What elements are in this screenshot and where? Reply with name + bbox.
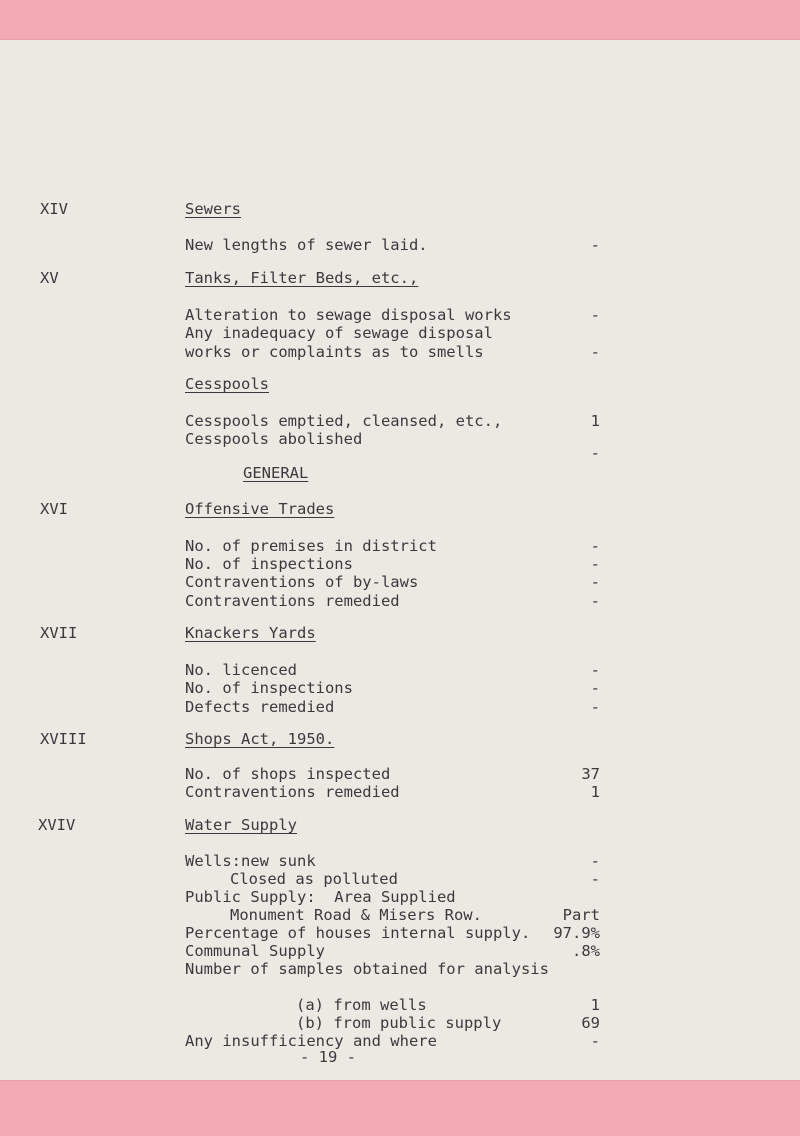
subheading: Cesspools (185, 375, 269, 393)
row-label: Wells:new sunk (185, 852, 316, 870)
row-label: New lengths of sewer laid. (185, 236, 428, 254)
row-value: - (590, 555, 600, 573)
row-label: Contraventions of by-laws (185, 573, 419, 591)
section-heading: Knackers Yards (185, 624, 316, 642)
section-heading: Offensive Trades (185, 500, 335, 518)
row-label: No. of inspections (185, 555, 353, 573)
row-label: works or complaints as to smells (185, 343, 484, 361)
row-value: - (590, 852, 600, 870)
row-label: Closed as polluted (230, 870, 398, 888)
section-number: XVIV (38, 816, 76, 834)
section-number: XIV (40, 200, 68, 218)
section-number: XVI (40, 500, 68, 518)
section-heading: Shops Act, 1950. (185, 730, 335, 748)
row-value: - (590, 444, 600, 462)
row-label: Any inadequacy of sewage disposal (185, 324, 493, 342)
section-number: XVIII (40, 730, 87, 748)
row-value: - (590, 870, 600, 888)
section-number: XVII (40, 624, 78, 642)
row-value: .8% (572, 942, 600, 960)
row-label: Percentage of houses internal supply. (185, 924, 531, 942)
row-label: Communal Supply (185, 942, 325, 960)
row-value: - (590, 306, 600, 324)
row-label: Defects remedied (185, 698, 335, 716)
row-label: Cesspools abolished (185, 430, 363, 448)
row-label: Alteration to sewage disposal works (185, 306, 512, 324)
row-label: No. licenced (185, 661, 297, 679)
row-value: - (590, 679, 600, 697)
row-value: - (590, 592, 600, 610)
row-value: - (590, 1032, 600, 1050)
row-value: 1 (590, 996, 600, 1014)
row-value: - (590, 573, 600, 591)
row-label: No. of shops inspected (185, 765, 391, 783)
row-label: Contraventions remedied (185, 783, 400, 801)
row-label: (b) from public supply (296, 1014, 502, 1032)
row-label: (a) from wells (296, 996, 427, 1014)
row-value: 37 (581, 765, 600, 783)
document-page (0, 40, 800, 1080)
row-label: Monument Road & Misers Row. (230, 906, 482, 924)
row-label: Number of samples obtained for analysis (185, 960, 549, 978)
section-heading: Tanks, Filter Beds, etc., (185, 269, 419, 287)
row-label: Contraventions remedied (185, 592, 400, 610)
row-value: 1 (590, 412, 600, 430)
section-number: XV (40, 269, 59, 287)
row-label: No. of inspections (185, 679, 353, 697)
row-value: 69 (581, 1014, 600, 1032)
row-value: 1 (590, 783, 600, 801)
page-number: - 19 - (300, 1048, 356, 1066)
general-heading: GENERAL (243, 464, 309, 482)
row-label: Cesspools emptied, cleansed, etc., (185, 412, 503, 430)
row-label: Public Supply: Area Supplied (185, 888, 456, 906)
row-label: Any insufficiency and where (185, 1032, 437, 1050)
row-value: - (590, 343, 600, 361)
row-value: - (590, 236, 600, 254)
row-value: - (590, 661, 600, 679)
row-value: - (590, 698, 600, 716)
section-heading: Sewers (185, 200, 241, 218)
row-value: Part (562, 906, 600, 924)
row-label: No. of premises in district (185, 537, 437, 555)
row-value: 97.9% (553, 924, 600, 942)
section-heading: Water Supply (185, 816, 297, 834)
row-value: - (590, 537, 600, 555)
